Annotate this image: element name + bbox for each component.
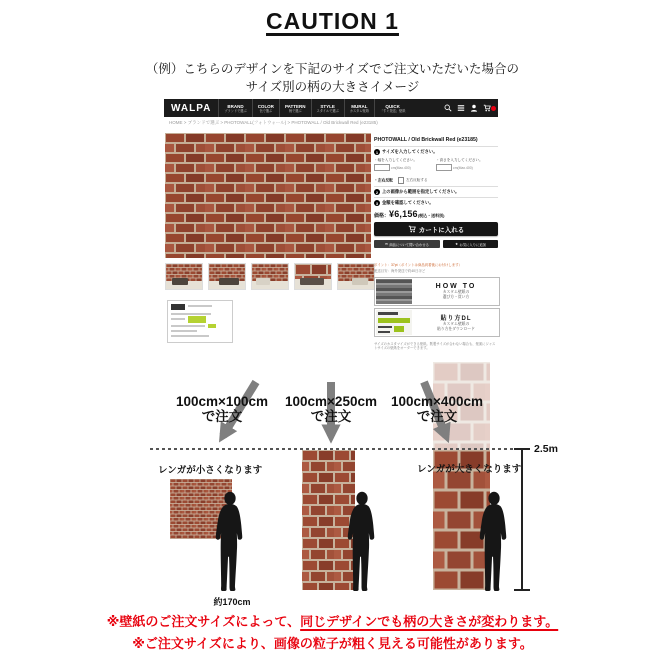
price-value: ¥6,156 [389,209,418,219]
nav-color[interactable]: COLOR 色で選ぶ [252,99,279,117]
cart-icon [408,225,416,233]
order-label-100x250: 100cm×250cm で注文 [285,394,377,424]
page-title: CAUTION 1 [266,8,399,34]
product-thumbnail[interactable] [337,263,375,290]
point-note: ポイント：37pt（ポイントは商品到着後にお付けします） [374,263,462,267]
product-thumbnail[interactable] [208,263,246,290]
add-to-cart-button[interactable]: カートに入れる [374,222,498,236]
height-marker-label: 2.5m [534,443,558,455]
person-silhouette [476,490,513,593]
cart-icon[interactable] [483,104,491,112]
step3-row: 3 金額を確認してください。 [375,200,434,206]
walpa-logo[interactable]: WALPA [171,102,212,114]
right-caption: レンガが大きくなります [417,464,522,475]
nav-mural[interactable]: MURAL カスタム壁紙 [344,99,374,117]
cart-badge [491,106,496,111]
person-silhouette [344,490,381,593]
subtitle-line2: サイズ別の柄の大きさイメージ [245,80,420,94]
flip-row: ・左右反転 左右反転する [374,177,428,183]
left-caption: レンガが小さくなります [158,465,263,476]
howto-banner-image [376,279,412,304]
mail-icon: ✉ [385,242,388,246]
product-thumbnail[interactable] [165,263,203,290]
product-thumbnail[interactable] [251,263,289,290]
size-guide-thumbnail[interactable] [167,300,233,343]
width-input[interactable] [374,164,390,171]
panel-note: サイズのカスタマイズができる壁紙。既製サイズが合わない場合も、壁面にジャストサイズの壁紙をオーダーできます。 [374,342,496,351]
subtitle-line1: （例）こちらのデザインを下記のサイズでご注文いただいた場合の [145,62,520,76]
search-icon[interactable] [444,104,452,112]
breadcrumb[interactable]: HOME > ブランドで選ぶ > PHOTOWALL(フォトウォール) > PHOTOWALL / Old Brickwall Red (e23185) [169,120,378,125]
price-row: 価格：¥6,156(税込・送料別) [374,209,445,219]
product-thumbnail[interactable] [294,263,332,290]
person-height-label: 約170cm [213,597,251,607]
warning-line1: ※壁紙のご注文サイズによって、同じデザインでも柄の大きさが変わります。 [106,614,559,629]
height-field: ・高さを入力してください。 cm(Max.400) [436,158,483,170]
nav-style[interactable]: STYLE スタイルで選ぶ [311,99,344,117]
product-title: PHOTOWALL / Old Brickwall Red (e23185) [374,137,478,143]
favorite-button[interactable]: ★ お気に入りに追加 [443,240,498,248]
warning-line2: ※ご注文サイズにより、画像の粒子が粗く見える可能性があります。 [132,636,533,651]
inquiry-button[interactable]: ✉ 商品について問い合わせる [374,240,440,248]
flip-checkbox[interactable] [398,177,405,184]
width-field: ・幅を入力してください。 cm(Max.400) [374,158,418,170]
height-measure-line [521,449,523,590]
walpa-site-screenshot [164,99,498,365]
nav-quick[interactable]: QUICK 「すぐ発送」壁紙 [374,99,411,117]
measure-cap-bottom [514,589,530,591]
delivery-note: 配送目安：海外発送で約40日ほど [374,269,426,273]
download-banner[interactable]: 貼り方DL カスタム壁紙の 貼り方をダウンロード [374,308,500,337]
nav-pattern[interactable]: PATTERN 柄で選ぶ [279,99,311,117]
list-icon[interactable] [457,104,465,112]
product-panel [374,132,498,365]
nav-brand[interactable]: BRAND ブランドで選ぶ [218,99,251,117]
site-header [164,99,498,117]
step2-row: 2 上の画像から範囲を指定してください。 [375,189,460,195]
download-banner-image [376,310,412,335]
person-silhouette [212,490,249,593]
star-icon: ★ [455,242,459,246]
height-input[interactable] [436,164,452,171]
product-main-image[interactable] [165,133,371,258]
step1-row: 1 サイズを入力してください。 [375,149,438,155]
user-icon[interactable] [470,104,478,112]
order-label-100x100: 100cm×100cm で注文 [176,394,268,424]
thumbnail-row [165,263,375,290]
order-label-100x400: 100cm×400cm で注文 [391,394,483,424]
howto-banner[interactable]: HOW TO カスタム壁紙の 選び方・買い方 [374,277,500,306]
